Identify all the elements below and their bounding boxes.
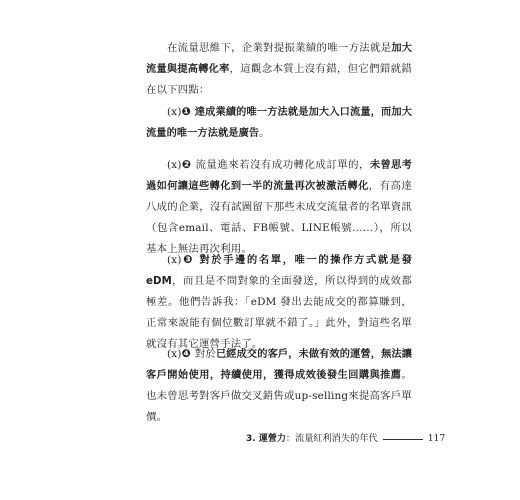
point-2-pre: 流量進來若沒有成功轉化成訂單的， — [191, 159, 370, 171]
footer-chapter: 3. 運營力 — [246, 434, 286, 444]
point-1-paragraph — [146, 101, 412, 144]
point-1-prefix: (x) — [167, 106, 182, 118]
point-2-marker: ❷ — [181, 158, 192, 171]
footer-rule — [383, 439, 423, 440]
running-footer — [246, 432, 445, 446]
point-4-paragraph — [146, 343, 412, 428]
point-3-marker: ❸ — [181, 253, 195, 266]
point-4-prefix: (x) — [167, 348, 182, 360]
point-4-pre: 對於 — [191, 348, 216, 360]
point-1-marker: ❶ — [181, 105, 192, 118]
point-1-bold: 達成業績的唯一方法就是加大入口流量，而加大流量的唯一方法就是廣告 — [146, 107, 412, 139]
point-2-post: ，有高達八成的企業，沒有試圖留下那些未成交流量者的名單資訊（包含email、電話、FB帳號、LINE帳號……），所以基本上無法再次利用。 — [146, 180, 412, 255]
point-1-post: 。 — [259, 127, 270, 139]
point-2-bold: 未曾思考過如何讓這些轉化到一半的流量再次被激活轉化 — [146, 160, 413, 192]
intro-lead: 在流量思維下，企業對提振業績的唯一方法就是 — [167, 42, 392, 54]
point-2-prefix: (x) — [167, 159, 182, 171]
intro-paragraph — [146, 38, 412, 101]
point-2-paragraph — [146, 154, 412, 260]
footer-subtitle: ：流量紅利消失的年代 — [285, 433, 378, 444]
point-3-prefix: (x) — [167, 254, 182, 266]
page-number: 117 — [427, 433, 446, 444]
point-4-marker: ❹ — [181, 347, 192, 360]
point-3-paragraph — [146, 249, 412, 355]
intro-bold: 加大流量與提高轉化率 — [146, 43, 412, 75]
point-4-bold: 已經成交的客戶，未做有效的運營，無法讓客戶開始使用，持續使用，獲得成效後發生回購與推薦 — [146, 349, 413, 381]
point-3-bold: 對於手邊的名單，唯一的操作方式就是發 eDM — [146, 255, 412, 287]
intro-tail: ，這觀念本質上沒有錯，但它們錯就錯在以下四點： — [146, 63, 412, 96]
point-4-post: 。也未曾思考對客戶做交叉銷售或up-selling來提高客戶單價。 — [146, 369, 412, 423]
point-3-post: ，而且是不問對象的全面發送，所以得到的成效都極差。他們告訴我：「eDM 發出去能成交的都算賺到，正常來說能有個位數訂單就不錯了。」此外，對這些名單就沒有其它運營手法了。 — [146, 275, 412, 350]
